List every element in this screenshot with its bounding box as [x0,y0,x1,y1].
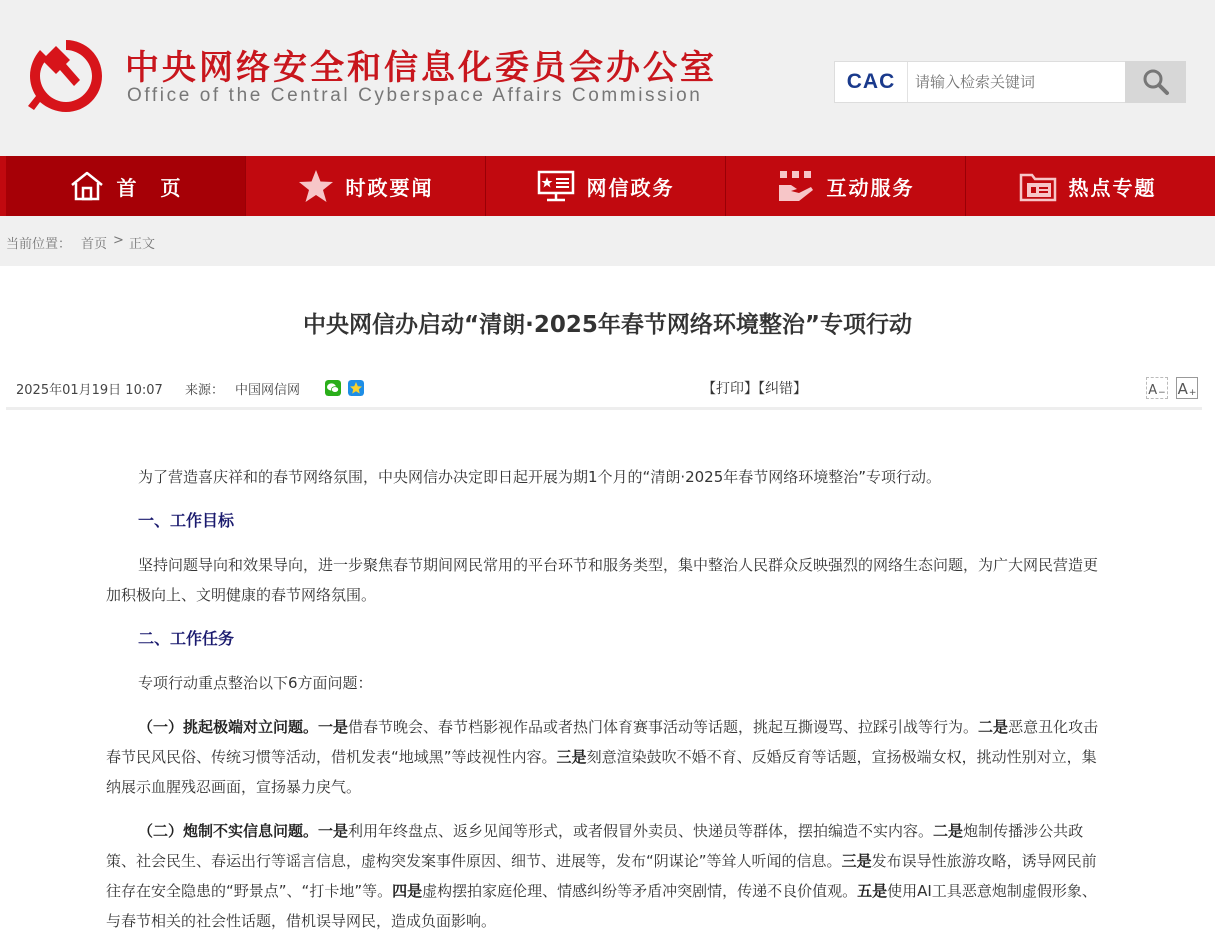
article-body [106,462,1108,936]
site-name-en: Office of the Central Cyberspace Affairs Commission [127,85,703,106]
section-heading-goals: 一、工作目标 [138,511,235,530]
board-icon [537,170,575,202]
font-increase-button[interactable] [1176,377,1198,399]
task-2-s1-marker: 一是 [318,822,349,840]
task-1-s3: 刻意渲染鼓吹不婚不育、反婚反育等话题，宣扬极端女权，挑动性别对立，集纳展示血腥残忍画面，宣扬暴力戾气。 [106,748,1097,796]
site-name-cn: 中央网络安全和信息化委员会办公室 [125,48,717,88]
source-label: 来源： [185,383,225,398]
nav-label-affairs: 网信政务 [586,175,675,200]
task-2-s1: 利用年终盘点、返乡见闻等形式，或者假冒外卖员、快递员等群体，摆拍编造不实内容。 [348,822,934,840]
task-2-s3-marker: 三是 [841,852,872,870]
paragraph-task-1 [106,712,1108,802]
task-1-s2-marker: 二是 [978,718,1009,736]
nav-item-home[interactable] [6,156,246,216]
task-2-s3: 发布误导性旅游攻略，诱导网民前往存在安全隐患的“野景点”、“打卡地”等。 [106,852,1097,900]
breadcrumb-home[interactable]: 首页 [81,237,108,252]
task-2-s2-marker: 二是 [933,822,964,840]
nav-label-home: 首 页 [116,175,183,200]
cac-logo [835,62,908,102]
search-box [834,61,1186,103]
nav-item-news[interactable] [246,156,486,216]
site-header [0,0,1215,156]
minus-icon: − [1158,388,1166,398]
task-1-s1-marker: 一是 [318,718,349,736]
paragraph-task-2 [106,816,1108,936]
font-decrease-button[interactable] [1146,377,1168,399]
task-1-s1: 借春节晚会、春节档影视作品或者热门体育赛事活动等话题，挑起互撕谩骂、拉踩引战等行为。 [348,718,979,736]
main-nav [0,156,1215,216]
nav-label-topics: 热点专题 [1068,175,1157,200]
task-2-s5: 使用AI工具恶意炮制虚假形象、与春节相关的社会性话题，借机误导网民，造成负面影响。 [106,882,1097,930]
font-decrease-label: A [1148,383,1158,398]
source-name: 中国网信网 [235,383,301,398]
article-tools [702,378,807,398]
nav-label-service: 互动服务 [826,175,915,200]
star-icon [298,169,334,203]
paragraph-goals: 坚持问题导向和效果导向，进一步聚焦春节期间网民常用的平台环节和服务类型，集中整治人民群众反映强烈的网络生态问题，为广大网民营造更加积极向上、文明健康的春节网络氛围。 [106,556,1099,604]
article-title: 中央网信办启动“清朗·2025年春节网络环境整治”专项行动 [303,312,912,338]
nav-label-news: 时政要闻 [345,175,434,200]
wechat-share-icon[interactable] [325,380,341,396]
qzone-share-icon[interactable] [348,380,364,396]
folder-icon [1019,170,1057,202]
cac-logo-text: CAC [846,70,896,93]
breadcrumb-current: 正文 [129,237,156,252]
plus-icon: + [1188,388,1197,398]
paragraph-intro: 为了营造喜庆祥和的春节网络氛围，中央网信办决定即日起开展为期1个月的“清朗·2025年春节网络环境整治”专项行动。 [138,468,942,486]
font-increase-label: A [1177,380,1188,398]
handshake-icon [777,169,815,203]
search-icon [1141,67,1171,97]
publish-date: 2025年01月19日 10:07 [16,383,163,398]
divider [6,407,1202,410]
task-2-lead: （二）炮制不实信息问题。 [138,822,319,840]
section-heading-tasks: 二、工作任务 [138,629,235,648]
search-button[interactable] [1125,61,1186,103]
task-1-s3-marker: 三是 [556,748,587,766]
task-2-s5-marker: 五是 [857,882,888,900]
task-2-s4-marker: 四是 [392,882,423,900]
article-meta [16,377,1202,407]
task-2-s2: 炮制传播涉公共政策、社会民生、春运出行等谣言信息，虚构突发案事件原因、细节、进展等，发布“阴谋论”等耸人听闻的信息。 [106,822,1084,870]
nav-item-service[interactable] [726,156,966,216]
nav-item-affairs[interactable] [486,156,726,216]
correct-link[interactable]: 【纠错】 [758,381,807,397]
breadcrumb [0,216,1215,266]
breadcrumb-separator: > [113,233,124,248]
nav-item-topics[interactable] [966,156,1209,216]
paragraph-tasks-intro: 专项行动重点整治以下6方面问题： [138,674,373,692]
home-icon [69,170,105,202]
search-input[interactable] [915,71,1120,93]
breadcrumb-prefix: 当前位置： [6,237,72,252]
task-1-lead: （一）挑起极端对立问题。 [138,718,319,736]
task-1-s2: 恶意丑化攻击春节民风民俗、传统习惯等活动，借机发表“地域黑”等歧视性内容。 [106,718,1099,766]
party-emblem-icon [26,36,106,116]
task-2-s4: 虚构摆拍家庭伦理、情感纠纷等矛盾冲突剧情，传递不良价值观。 [422,882,858,900]
print-link[interactable]: 【打印】 [702,381,758,397]
